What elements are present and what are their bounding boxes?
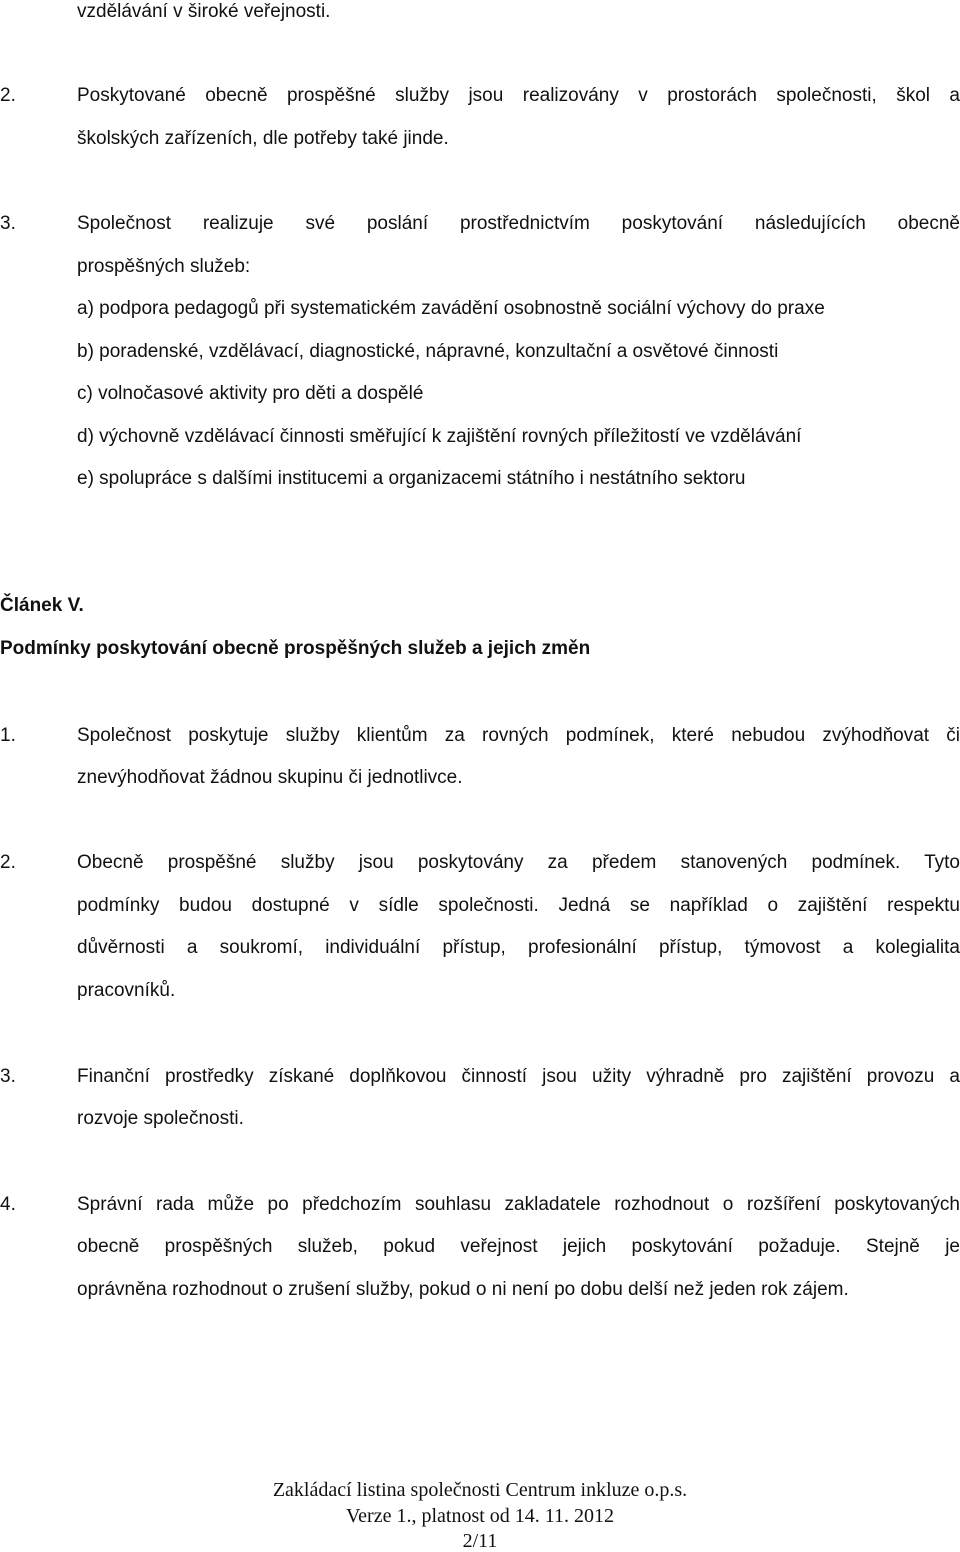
article-heading: Článek V. (0, 595, 84, 616)
item-number: 1. (0, 725, 16, 746)
paragraph-line: školských zařízeních, dle potřeby také jinde. (77, 128, 449, 149)
footer-title: Zakládací listina společnosti Centrum inkluze o.p.s. (272, 1479, 688, 1501)
list-item: d) výchovně vzdělávací činnosti směřující k zajištění rovných příležitostí ve vzdělávání (77, 426, 802, 447)
paragraph-line: Společnost realizuje své poslání prostřednictvím poskytování následujících obecně (77, 213, 960, 234)
item-number: 2. (0, 852, 16, 873)
item-number: 2. (0, 85, 16, 106)
paragraph-line: Finanční prostředky získané doplňkovou činností jsou užity výhradně pro zajištění provozu a (77, 1066, 960, 1087)
paragraph-line: Správní rada může po předchozím souhlasu zakladatele rozhodnout o rozšíření poskytovaných (77, 1194, 960, 1215)
paragraph-line: podmínky budou dostupné v sídle společnosti. Jedná se například o zajištění respektu (77, 895, 960, 916)
article-title: Podmínky poskytování obecně prospěšných služeb a jejich změn (0, 638, 591, 659)
item-number: 3. (0, 1066, 16, 1087)
list-item: a) podpora pedagogů při systematickém zavádění osobnostně sociální výchovy do praxe (77, 298, 825, 319)
continued-text: vzdělávání v široké veřejnosti. (77, 1, 331, 22)
paragraph-line: Obecně prospěšné služby jsou poskytovány za předem stanovených podmínek. Tyto (77, 852, 960, 873)
paragraph-line: prospěšných služeb: (77, 256, 251, 277)
page-number: 2/11 (462, 1530, 498, 1552)
list-item: b) poradenské, vzdělávací, diagnostické, nápravné, konzultační a osvětové činnosti (77, 341, 779, 362)
paragraph-line: rozvoje společnosti. (77, 1108, 244, 1129)
item-number: 3. (0, 213, 16, 234)
paragraph-line: Poskytované obecně prospěšné služby jsou realizovány v prostorách společnosti, škol a (77, 85, 960, 106)
paragraph-line: pracovníků. (77, 980, 176, 1001)
footer-version: Verze 1., platnost od 14. 11. 2012 (345, 1505, 615, 1527)
paragraph-line: oprávněna rozhodnout o zrušení služby, pokud o ni není po dobu delší než jeden rok zájem. (77, 1279, 849, 1300)
paragraph-line: obecně prospěšných služeb, pokud veřejnost jejich poskytování požaduje. Stejně je (77, 1236, 960, 1257)
list-item: c) volnočasové aktivity pro děti a dospělé (77, 383, 424, 404)
paragraph-line: důvěrnosti a soukromí, individuální přístup, profesionální přístup, týmovost a kolegialita (77, 937, 960, 958)
paragraph-line: Společnost poskytuje služby klientům za rovných podmínek, které nebudou zvýhodňovat či (77, 725, 960, 746)
paragraph-line: znevýhodňovat žádnou skupinu či jednotlivce. (77, 767, 463, 788)
list-item: e) spolupráce s dalšími institucemi a organizacemi státního i nestátního sektoru (77, 468, 746, 489)
item-number: 4. (0, 1194, 16, 1215)
